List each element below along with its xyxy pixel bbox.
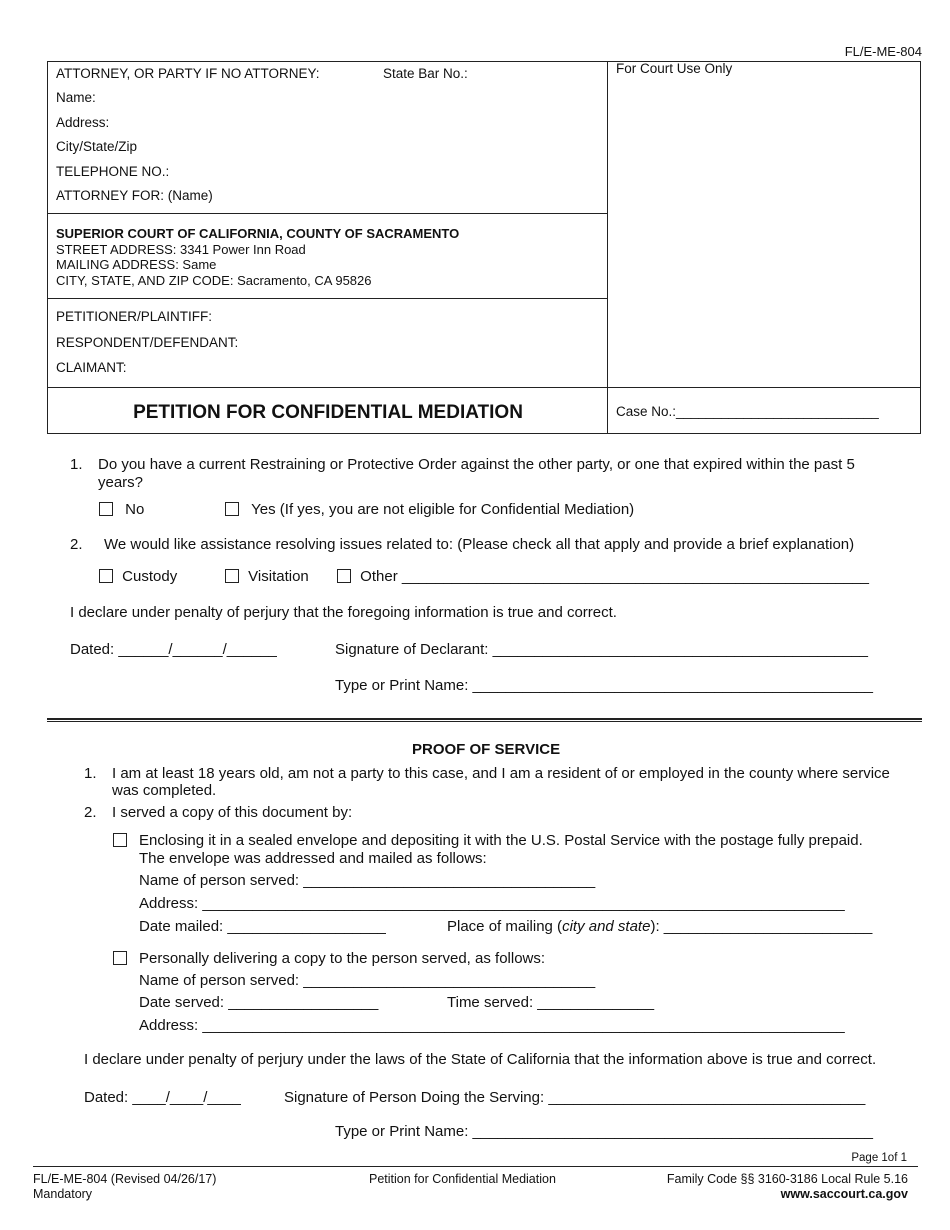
custody-option[interactable] (99, 568, 177, 585)
proof-title: PROOF OF SERVICE (412, 741, 561, 758)
time-served[interactable]: Time served: ______________ (447, 994, 655, 1011)
court-address-block (56, 226, 459, 288)
date-served[interactable]: Date served: __________________ (139, 994, 379, 1011)
page-number: Page 1of 1 (851, 1152, 907, 1164)
legal-reference: Family Code §§ 3160-3186 Local Rule 5.16 (666, 1172, 908, 1186)
other-option[interactable] (337, 568, 869, 585)
declarant-print-name[interactable]: Type or Print Name: ________________________________________________ (335, 677, 873, 694)
petition-dated[interactable]: Dated: ______/______/______ (70, 641, 277, 658)
proof-declaration: I declare under penalty of perjury under the laws of the State of California that the information above is true and correct. (84, 1051, 877, 1068)
claimant-label: CLAIMANT: (56, 360, 127, 375)
personal-option[interactable] (113, 950, 127, 967)
date-mailed[interactable]: Date mailed: ___________________ (139, 918, 386, 935)
proof-item1-number: 1. (84, 765, 97, 782)
yes-checkbox[interactable] (225, 502, 239, 516)
q1-text-line2: years? (98, 474, 144, 491)
mail-checkbox[interactable] (113, 833, 127, 847)
custody-checkbox[interactable] (99, 569, 113, 583)
mail-person-served[interactable]: Name of person served: ___________________________________ (139, 872, 596, 889)
yes-label: Yes (If yes, you are not eligible for Confidential Mediation) (251, 501, 635, 518)
mail-option[interactable] (113, 832, 127, 849)
case-number-field[interactable]: Case No.:___________________________ (616, 404, 879, 419)
street-address: STREET ADDRESS: 3341 Power Inn Road (56, 241, 306, 257)
place-suffix: ): _________________________ (650, 918, 873, 935)
personal-line: Personally delivering a copy to the person served, as follows: (139, 950, 546, 967)
declarant-signature[interactable]: Signature of Declarant: _____________________________________________ (335, 641, 868, 658)
mail-address[interactable]: Address: _____________________________________________________________________________ (139, 895, 845, 912)
state-bar-label: State Bar No.: (383, 66, 468, 81)
proof-item2-number: 2. (84, 804, 97, 821)
city-zip: CITY, STATE, AND ZIP CODE: Sacramento, CA 95826 (56, 272, 372, 288)
form-revision: FL/E-ME-804 (Revised 04/26/17) (33, 1172, 217, 1186)
telephone-label: TELEPHONE NO.: (56, 164, 170, 179)
place-prefix: Place of mailing ( (447, 918, 563, 935)
proof-dated[interactable]: Dated: ____/____/____ (84, 1089, 241, 1106)
custody-label: Custody (122, 568, 178, 585)
section-divider (47, 718, 922, 722)
server-print-name[interactable]: Type or Print Name: ________________________________________________ (335, 1123, 873, 1140)
place-of-mailing[interactable] (447, 918, 872, 935)
city-label: City/State/Zip (56, 139, 138, 154)
form-title: PETITION FOR CONFIDENTIAL MEDIATION (133, 402, 523, 423)
personal-address[interactable]: Address: _____________________________________________________________________________ (139, 1017, 845, 1034)
q1-text-line1: Do you have a current Restraining or Protective Order against the other party, or one that expired within the past 5 (98, 456, 855, 473)
footer-form-title: Petition for Confidential Mediation (369, 1172, 556, 1186)
petition-declaration: I declare under penalty of perjury that the foregoing information is true and correct. (70, 604, 617, 621)
caption-rule-3 (47, 387, 921, 388)
attorney-label: ATTORNEY, OR PARTY IF NO ATTORNEY: (56, 66, 320, 81)
mandatory-label: Mandatory (33, 1187, 93, 1201)
yes-option[interactable] (225, 501, 634, 518)
court-use-label: For Court Use Only (616, 61, 733, 76)
q2-text: We would like assistance resolving issues related to: (Please check all that apply and provide a brief explanation) (104, 536, 855, 553)
court-website-link[interactable]: www.saccourt.ca.gov (780, 1187, 908, 1201)
place-italic: city and state (562, 918, 651, 935)
footer-rule (33, 1166, 918, 1167)
caption-rule-2 (47, 298, 608, 299)
server-signature[interactable]: Signature of Person Doing the Serving: ______________________________________ (284, 1089, 866, 1106)
mail-line1: Enclosing it in a sealed envelope and depositing it with the U.S. Postal Service with the postage fully prepaid. (139, 832, 863, 849)
no-checkbox[interactable] (99, 502, 113, 516)
q1-number: 1. (70, 456, 83, 473)
visitation-label: Visitation (248, 568, 309, 585)
attorney-for-label: ATTORNEY FOR: (Name) (56, 188, 213, 203)
proof-item1-line1: I am at least 18 years old, am not a party to this case, and I am a resident of or employed in the county where service (112, 765, 890, 782)
respondent-label: RESPONDENT/DEFENDANT: (56, 335, 239, 350)
no-label: No (125, 501, 145, 518)
visitation-option[interactable] (225, 568, 309, 585)
name-label: Name: (56, 90, 96, 105)
mailing-address: MAILING ADDRESS: Same (56, 257, 217, 272)
caption-rule-1 (47, 213, 608, 214)
address-label: Address: (56, 115, 110, 130)
q2-number: 2. (70, 536, 83, 553)
caption-divider (607, 61, 608, 434)
proof-item2-text: I served a copy of this document by: (112, 804, 353, 821)
proof-item1-line2: was completed. (112, 782, 217, 799)
no-option[interactable] (99, 501, 144, 518)
mail-line2: The envelope was addressed and mailed as follows: (139, 850, 487, 867)
other-checkbox[interactable] (337, 569, 351, 583)
other-label: Other ________________________________________________________ (360, 568, 870, 585)
personal-person-served[interactable]: Name of person served: ___________________________________ (139, 972, 596, 989)
personal-checkbox[interactable] (113, 951, 127, 965)
visitation-checkbox[interactable] (225, 569, 239, 583)
form-id: FL/E-ME-804 (844, 44, 922, 59)
court-name: SUPERIOR COURT OF CALIFORNIA, COUNTY OF SACRAMENTO (56, 226, 460, 241)
petitioner-label: PETITIONER/PLAINTIFF: (56, 309, 213, 324)
